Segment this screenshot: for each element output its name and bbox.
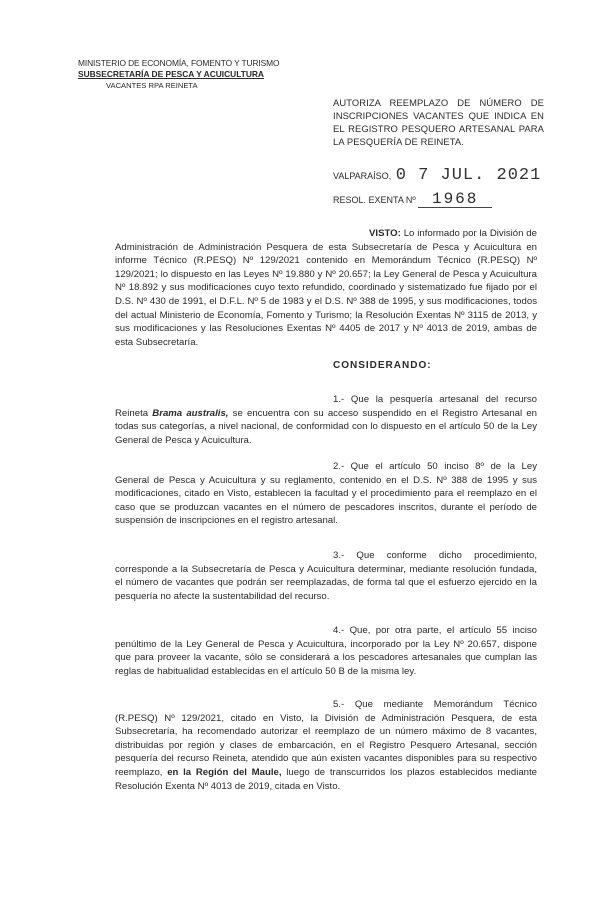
considerando-paragraph-5 <box>115 698 537 793</box>
considerando-paragraph-1 <box>115 393 537 447</box>
considerando-paragraph-2 <box>115 460 537 528</box>
resolution-number: 1968 <box>418 192 492 208</box>
paragraph-5-text-b: luego de transcurridos los plazos establecidos mediante Resolución Exenta Nº 4013 de 2019, citada en Visto. <box>115 766 537 792</box>
place-date-line <box>333 166 541 185</box>
species-name: Brama australis, <box>152 407 229 419</box>
considerando-paragraph-3 <box>115 549 537 603</box>
paragraph-2-text: 2.- Que el artículo 50 inciso 8º de la Ley General de Pesca y Acuicultura y su reglamento, contenido en el D.S. Nº 388 de 1995 y sus modificaciones, citado en Visto, establecen la facultad y el procedimiento para el reemplazo en el caso que se produzcan vacantes en el número de pescadores inscritos, durante el período de suspensión de inscripciones en el registro artesanal. <box>115 461 537 527</box>
stamped-date: 0 7 JUL. 2021 <box>395 166 542 185</box>
resolution-number-line <box>333 192 492 208</box>
paragraph-1-text-b: se encuentra con su acceso suspendido en el Registro Artesanal en todas sus categorías, a nivel nacional, de conformidad con lo dispuesto en el artículo 50 de la Ley General de Pesca y Acuicultura. <box>115 407 537 446</box>
subsecretaria-name: SUBSECRETARÍA DE PESCA Y ACUICULTURA <box>78 69 264 79</box>
considerando-paragraph-4 <box>115 624 537 678</box>
region-name: en la Región del Maule, <box>167 766 282 778</box>
resolution-label: RESOL. EXENTA Nº <box>333 195 416 205</box>
place-label: VALPARAÍSO, <box>333 171 392 181</box>
reference-code: VACANTES RPA REINETA <box>106 81 198 90</box>
paragraph-5-text-a: 5.- Que mediante Memorándum Técnico (R.PESQ) Nº 129/2021, citado en Visto, la División de Administración Pesquera, de esta Subsecretaría, ha recomendado autorizar el reemplazo de un número máximo de 8 vacantes, distribuidas por región y clases de embarcación, en el Registro Pesquero Artesanal, sección pesquería del recurso Reineta, atendido que aún existen vacantes disponibles para su respectivo reemplazo, <box>115 699 537 778</box>
paragraph-1-text-a: 1.- Que la pesquería artesanal del recurso Reineta <box>115 394 537 419</box>
visto-section <box>115 227 537 349</box>
paragraph-4-text: 4.- Que, por otra parte, el artículo 55 inciso penúltimo de la Ley General de Pesca y Acuicultura, incorporado por la Ley Nº 20.657, dispone que para proveer la vacante, sólo se considerará a los pescadores artesanales que cumplan las reglas de habitualidad establecidas en el artículo 50 B de la misma ley. <box>115 625 537 677</box>
visto-heading: VISTO: <box>369 228 401 239</box>
considerando-heading: CONSIDERANDO: <box>333 360 432 371</box>
paragraph-3-text: 3.- Que conforme dicho procedimiento, corresponde a la Subsecretaría de Pesca y Acuicultura determinar, mediante resolución fundada, el número de vacantes que podrán ser reemplazadas, de forma tal que el esfuerzo ejercido en la pesquería no afecte la sustentabilidad del recurso. <box>115 550 537 602</box>
visto-text: Lo informado por la División de Administración de Administración Pesquera de esta Subsecretaría de Pesca y Acuicultura en informe Técnico (R.PESQ) Nº 129/2021 contenido en Memorándum Técnico (R.PESQ) Nº 129/2021; lo dispuesto en las Leyes Nº 19.880 y Nº 20.657; la Ley General de Pesca y Acuicultura Nº 18.892 y sus modificaciones cuyo texto refundido, coordinado y sistematizado fue fijado por el D.S. Nº 430 de 1991, el D.F.L. Nº 5 de 1983 y el D.S. Nº 388 de 1995, y sus modificaciones, todos del actual Ministerio de Economía, Fomento y Turismo; la Resolución Exentas Nº 3115 de 2013, y sus modificaciones y las Resoluciones Exentas Nº 4405 de 2017 y Nº 4013 de 2019, ambas de esta Subsecretaría. <box>115 228 537 348</box>
ministry-name: MINISTERIO DE ECONOMÍA, FOMENTO Y TURISMO <box>78 58 280 68</box>
letterhead <box>78 58 288 91</box>
resolution-subject: AUTORIZA REEMPLAZO DE NÚMERO DE INSCRIPCIONES VACANTES QUE INDICA EN EL REGISTRO PESQUERO ARTESANAL PARA LA PESQUERÍA DE REINETA. <box>333 97 544 147</box>
